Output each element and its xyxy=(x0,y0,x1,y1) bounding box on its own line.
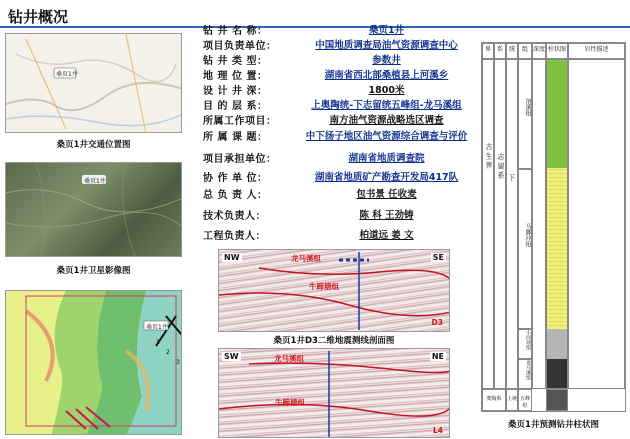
info-value: 中下扬子地区油气资源综合调查与评价 xyxy=(305,131,468,142)
geological-map xyxy=(5,290,182,435)
geo-map-label-3: 3 xyxy=(176,359,180,366)
info-row xyxy=(203,128,475,144)
col-system-label: 志 留 系 xyxy=(497,153,505,179)
seismic-l4-horizon-top: 龙马溪组 xyxy=(274,354,304,363)
info-value: 1800米 xyxy=(368,85,405,96)
seismic-d3-left: NW xyxy=(224,253,240,262)
info-label: 技术负责人： xyxy=(203,211,266,222)
col-bottom-lith xyxy=(546,389,568,411)
info-value: 湖南省西北部桑植县上河溪乡 xyxy=(324,70,449,81)
seismic-section-l4 xyxy=(218,348,450,438)
info-row xyxy=(203,169,475,185)
info-label: 地 理 位 置： xyxy=(203,71,268,82)
col-header-formation: 组 xyxy=(518,43,532,59)
col-header-depth: 深度 xyxy=(532,43,546,59)
info-value: 桑页1井 xyxy=(368,25,405,36)
col-header-system: 系 xyxy=(494,43,506,59)
info-value: 柏道远 姜 文 xyxy=(359,230,414,241)
col-formation-2 xyxy=(518,169,532,329)
traffic-map-caption: 桑页1井交通位置图 xyxy=(56,140,131,150)
geo-map-well-tag: 桑页1井 xyxy=(146,324,168,331)
info-value: 中国地质调查局油气资源调查中心 xyxy=(315,40,458,51)
info-row xyxy=(203,67,475,83)
info-row xyxy=(203,37,475,53)
col-era-label: 古 生 界 xyxy=(485,143,493,169)
info-value: 参数井 xyxy=(372,55,401,66)
info-row xyxy=(203,97,475,113)
info-row xyxy=(203,150,475,166)
info-row xyxy=(203,207,475,223)
info-label: 所 属 课 题： xyxy=(203,132,268,143)
info-label: 项目负责单位： xyxy=(203,41,277,52)
col-lithology-lower xyxy=(547,329,567,359)
seismic-d3-right: SE xyxy=(432,253,444,262)
info-label: 工程负责人： xyxy=(203,231,266,242)
geo-map-label-2: 2 xyxy=(166,349,170,356)
info-row xyxy=(203,82,475,98)
col-system xyxy=(494,59,506,389)
col-series xyxy=(506,59,518,389)
col-header-series: 统 xyxy=(506,43,518,59)
info-row xyxy=(203,186,475,202)
col-formation-4-label: 龙马溪组 xyxy=(525,360,531,380)
satellite-well-tag: 桑页1井 xyxy=(84,178,106,185)
traffic-map-well-tag: 桑页1井 xyxy=(56,71,78,78)
seismic-l4-overlay xyxy=(219,349,450,438)
col-series-label: 下 xyxy=(508,174,516,182)
seismic-d3-horizon-top: 龙马溪组 xyxy=(291,254,321,263)
info-row xyxy=(203,112,475,128)
info-label: 设 计 井 深： xyxy=(203,86,268,97)
seismic-d3-horizon-bottom: 牛蹄塘组 xyxy=(309,282,339,291)
traffic-map-graphic xyxy=(6,34,182,133)
info-value: 包书景 任收麦 xyxy=(356,189,417,200)
geological-map-graphic xyxy=(6,291,182,435)
col-formation-3-label: 小河坝组 xyxy=(525,330,531,350)
seismic-section-d3 xyxy=(218,249,450,332)
info-value: 南方油气资源战略选区调查 xyxy=(329,115,444,126)
info-label: 项目承担单位： xyxy=(203,154,277,165)
info-value: 湖南省地质调查院 xyxy=(348,153,425,164)
seismic-l4-left: SW xyxy=(224,352,239,361)
col-formation-2-label: 马脚冲组 xyxy=(524,223,531,247)
info-label: 所属工作项目： xyxy=(203,116,277,127)
info-row xyxy=(203,227,475,243)
info-value: 上奥陶统-下志留统五峰组-龙马溪组 xyxy=(311,100,462,111)
col-header-lithology: 柱状图 xyxy=(546,43,568,59)
col-era xyxy=(482,59,494,389)
drilling-column-caption: 桑页1井预测钻井柱状图 xyxy=(508,420,599,430)
col-bottom-system-label: 奥陶系 xyxy=(486,396,502,402)
seismic-d3-tag: D3 xyxy=(431,318,443,327)
seismic-l4-tag: L4 xyxy=(433,426,443,435)
info-value: 陈 科 王劲铸 xyxy=(359,210,414,221)
page-title: 钻井概况 xyxy=(8,8,69,26)
info-label: 钻 井 名 称： xyxy=(203,26,268,37)
col-bottom-formation-label: 五峰组 xyxy=(519,396,530,409)
seismic-d3-caption: 桑页1井D3二维地震测线剖面图 xyxy=(273,336,395,346)
col-header-era: 界 xyxy=(482,43,494,59)
col-description xyxy=(568,59,625,389)
col-bottom-series-label: 上统 xyxy=(506,396,517,402)
seismic-l4-right: NE xyxy=(431,352,444,361)
info-label: 协 作 单 位： xyxy=(203,173,268,184)
traffic-map xyxy=(5,33,182,133)
col-lithology-green xyxy=(547,60,567,168)
col-lithology-shale xyxy=(547,359,567,388)
seismic-l4-horizon-bottom: 牛蹄塘组 xyxy=(275,398,305,407)
col-depth xyxy=(532,59,546,389)
drilling-column xyxy=(481,42,626,412)
col-header-description: 岩性描述 xyxy=(568,43,625,59)
geo-map-label-1: 1 xyxy=(156,339,160,346)
info-row xyxy=(203,52,475,68)
info-value: 湖南省地质矿产勘查开发局417队 xyxy=(314,172,459,183)
col-formation-1-label: 溶溪组 xyxy=(524,98,531,116)
satellite-map xyxy=(5,162,182,257)
col-lithology-yellow xyxy=(547,169,567,329)
info-label: 钻 井 类 型： xyxy=(203,56,268,67)
info-label: 目 的 层 系： xyxy=(203,101,268,112)
info-label: 总 负 责 人： xyxy=(203,190,268,201)
satellite-map-caption: 桑页1井卫星影像图 xyxy=(56,266,131,276)
info-row xyxy=(203,22,475,38)
